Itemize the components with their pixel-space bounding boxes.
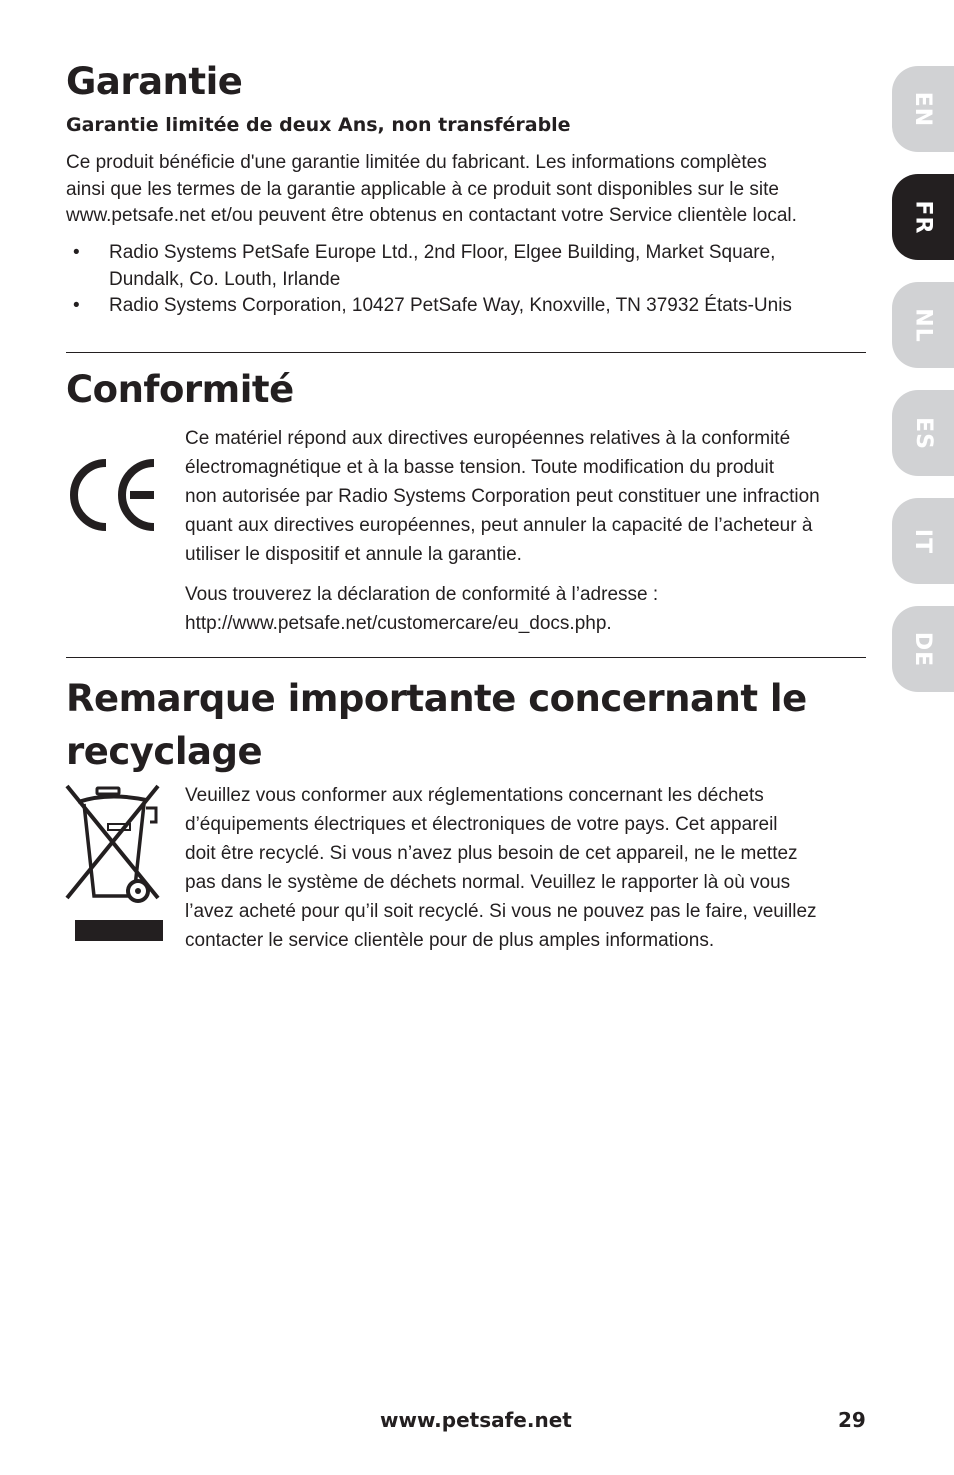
recyclage-body-line: doit être recyclé. Si vous n’avez plus besoin de cet appareil, ne le mettez: [185, 843, 798, 864]
language-tab-it[interactable]: [892, 498, 954, 584]
recyclage-body-line: contacter le service clientèle pour de plus amples informations.: [185, 930, 715, 951]
address-list-item: [66, 293, 866, 320]
language-tab-label: ES: [910, 416, 936, 450]
language-tab-label: EN: [910, 91, 936, 127]
address-list: [66, 240, 866, 320]
recyclage-title: [66, 672, 807, 778]
language-tab-label: DE: [910, 631, 936, 667]
recyclage-body-line: d’équipements électriques et électroniques de votre pays. Cet appareil: [185, 814, 778, 835]
language-tab-en[interactable]: [892, 66, 954, 152]
conformite-body-line: non autorisée par Radio Systems Corporation peut constituer une infraction: [185, 486, 820, 507]
weee-crossed-bin-icon: [64, 784, 164, 942]
recyclage-title-line: Remarque importante concernant le: [66, 677, 807, 720]
recyclage-body: [185, 781, 865, 955]
declaration-line: Vous trouverez la déclaration de conformité à l’adresse :: [185, 584, 659, 605]
recyclage-body-line: pas dans le système de déchets normal. Veuillez le rapporter là où vous: [185, 872, 791, 893]
garantie-subtitle: Garantie limitée de deux Ans, non transférable: [66, 114, 571, 136]
language-tab-label: NL: [910, 307, 936, 343]
garantie-body-line: Ce produit bénéficie d'une garantie limitée du fabricant. Les informations complètes: [66, 152, 767, 173]
declaration-url: http://www.petsafe.net/customercare/eu_docs.php.: [185, 613, 612, 634]
conformite-body-line: Ce matériel répond aux directives européennes relatives à la conformité: [185, 428, 791, 449]
footer-website-link[interactable]: www.petsafe.net: [380, 1408, 572, 1432]
language-tab-fr[interactable]: [892, 174, 954, 260]
garantie-body-line: www.petsafe.net et/ou peuvent être obtenus en contactant votre Service clientèle local.: [66, 205, 797, 226]
section-divider: [66, 352, 866, 353]
conformite-body-line: utiliser le dispositif et annule la garantie.: [185, 544, 522, 565]
address-line: Dundalk, Co. Louth, Irlande: [109, 268, 341, 290]
language-tab-label: FR: [910, 200, 936, 234]
ce-mark-icon: [64, 458, 158, 532]
section-divider: [66, 657, 866, 658]
garantie-body-line: ainsi que les termes de la garantie applicable à ce produit sont disponibles sur le site: [66, 178, 779, 200]
conformite-body: [185, 424, 865, 569]
address-line: Radio Systems PetSafe Europe Ltd., 2nd Floor, Elgee Building, Market Square,: [109, 242, 776, 263]
language-tab-de[interactable]: [892, 606, 954, 692]
conformite-title: Conformité: [66, 368, 294, 411]
language-tab-es[interactable]: [892, 390, 954, 476]
conformite-body-line: électromagnétique et à la basse tension. Toute modification du produit: [185, 457, 775, 478]
garantie-title: Garantie: [66, 60, 243, 103]
address-line: Radio Systems Corporation, 10427 PetSafe Way, Knoxville, TN 37932 États-Unis: [109, 295, 792, 316]
page-number: 29: [838, 1408, 866, 1432]
conformite-declaration: [185, 580, 865, 638]
recyclage-title-line: recyclage: [66, 730, 263, 773]
recyclage-body-line: l’avez acheté pour qu’il soit recyclé. Si vous ne pouvez pas le faire, veuillez: [185, 901, 817, 922]
language-tab-nl[interactable]: [892, 282, 954, 368]
conformite-body-line: quant aux directives européennes, peut annuler la capacité de l’acheteur à: [185, 515, 813, 536]
recyclage-body-line: Veuillez vous conformer aux réglementations concernant les déchets: [185, 785, 764, 806]
garantie-body: [66, 150, 866, 230]
language-tab-label: IT: [910, 528, 936, 554]
address-list-item: [66, 240, 866, 293]
